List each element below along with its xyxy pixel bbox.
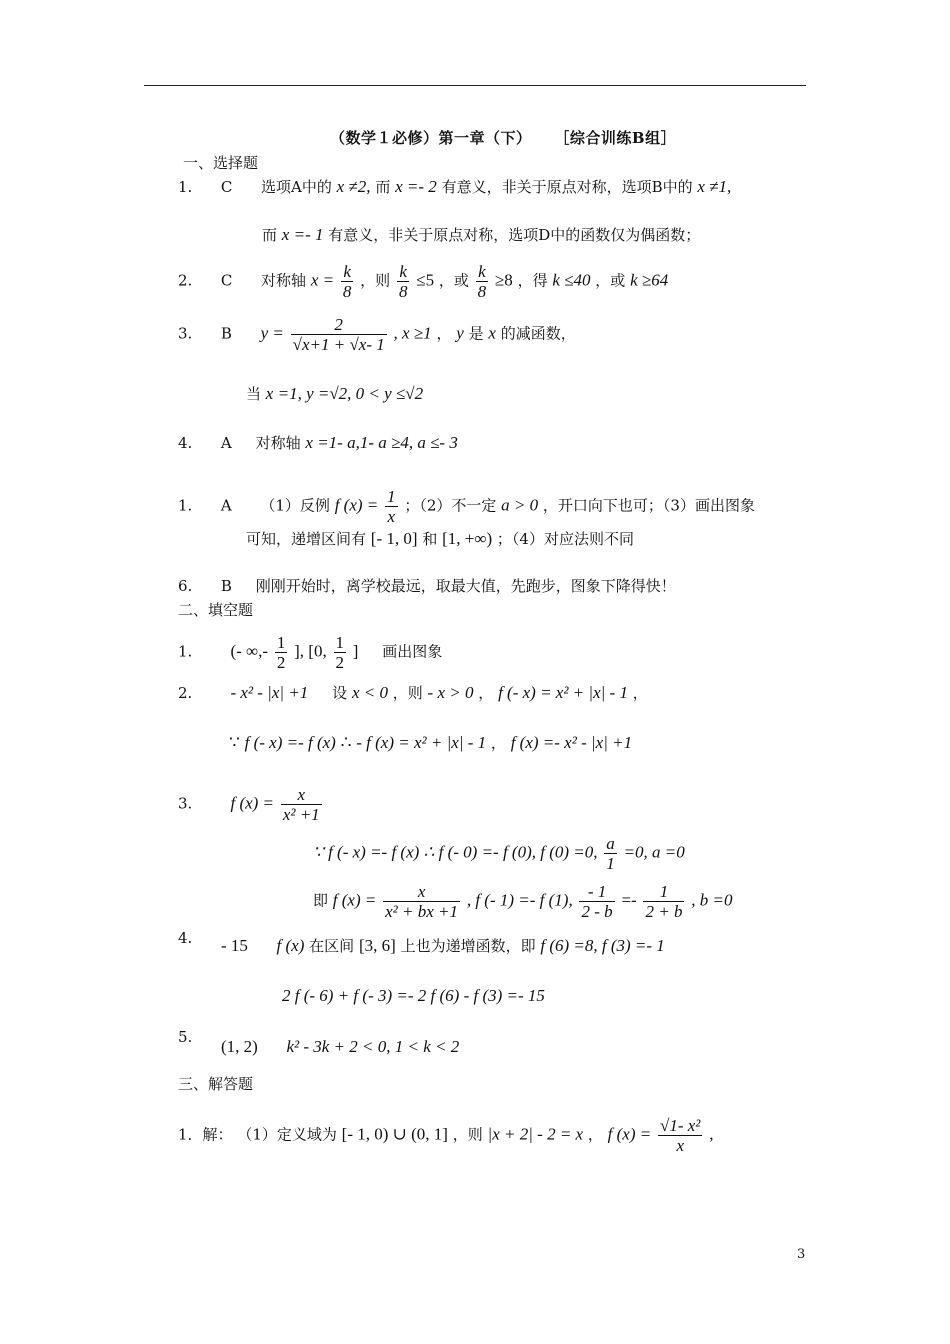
- fraction-k-8: $\frac{k}{8}$: [342, 262, 352, 301]
- section-solve: 三、解答题: [178, 1075, 254, 1093]
- fill-q5-body: (1, 2) k² - 3k + 2 < 0, 1 < k < 2: [221, 1037, 460, 1056]
- header-rule: [144, 85, 806, 86]
- fill-q4-body: - 15 f (x) 在区间 [3, 6] 上也为递增函数，即 f (6) =8, f (3) =- 1: [221, 936, 665, 955]
- chapter-title: （数学１必修）第一章（下）: [330, 129, 532, 147]
- choice-q5: 1. A （1）反例 f (x) = $\frac{1}{x}$ ；（2）不一定 a > 0 ，开口向下也可；（3）画出图象: [178, 487, 755, 526]
- section-fill: 二、填空题: [178, 601, 254, 619]
- group-title: ［综合训练B组］: [554, 129, 677, 147]
- solve-q1: 1．解： （1）定义域为 [- 1, 0) ∪ (0, 1] ，则 |x + 2| - 2 = x ， f (x) = $\frac{\text{√1- x²}}{x}$ ,: [178, 1116, 714, 1155]
- page-number: 3: [797, 1247, 806, 1262]
- fill-q3: 3. f (x) = $\frac{x}{\text{x² +1}}$: [178, 785, 320, 824]
- fill-q4: 4.: [178, 929, 193, 947]
- fraction-2-sqrt: $\frac{2}{√x+1 + √x- 1}$: [292, 315, 385, 354]
- page-title: [330, 128, 676, 148]
- fill-q3-line2: ∵ f (- x) =- f (x) ∴ f (- 0) =- f (0), f (0) =0, $\frac{a}{1}$ =0, a =0: [313, 834, 685, 873]
- choice-q2: 2. C 对称轴 x = $\frac{k}{8}$ ，则 $\frac{k}{8}$ ≤5 ，或 $\frac{k}{8}$ ≥8 ，得 k ≤40 ，或 k ≥64: [178, 262, 669, 301]
- fraction-1-x: $\frac{1}{x}$: [387, 487, 396, 526]
- fill-q2-line2: ∵ f (- x) =- f (x) ∴ - f (x) = x² + |x| - 1 ， f (x) =- x² - |x| +1: [229, 733, 633, 752]
- fill-q4-line2: 2 f (- 6) + f (- 3) =- 2 f (6) - f (3) =- 15: [282, 986, 545, 1005]
- choice-q1: 1. C 选项A中的 x ≠2, 而 x =- 2 有意义，非关于原点对称，选项B中的 x ≠1,: [178, 177, 732, 196]
- fill-q2: 2. - x² - |x| +1 设 x < 0 ，则 - x > 0 ， f (- x) = x² + |x| - 1 ，: [178, 683, 648, 702]
- choice-q1-line2: 而 x =- 1 有意义，非关于原点对称，选项D中的函数仅为偶函数；: [262, 225, 701, 244]
- fill-q5: 5.: [178, 1028, 193, 1046]
- choice-q5-line2: 可知，递增区间有 [- 1, 0] 和 [1, +∞) ；（4）对应法则不同: [246, 529, 634, 548]
- choice-q3-line2: 当 x =1, y =√2, 0 < y ≤√2: [246, 384, 424, 403]
- choice-q6: 6. B 刚刚开始时，离学校最远，取最大值，先跑步，图象下降得快！: [178, 577, 676, 595]
- fill-q1: 1. (- ∞,- $\frac{1}{2}$ ], [0, $\frac{1}{2}$ ] 画出图象: [178, 633, 443, 672]
- choice-q3: 3. B y = $\frac{2}{√x+1 + √x- 1}$ , x ≥1 ， y 是 x 的减函数，: [178, 315, 576, 354]
- fill-q3-line3: 即 f (x) = $\frac{x}{\text{x² + bx +1}}$ , f (- 1) =- f (1), $\frac{- 1}{2 - b}$ =- $\frac{1}{2 + b}$ , b =0: [313, 882, 733, 921]
- choice-q4: 4. A 对称轴 x =1- a,1- a ≥4, a ≤- 3: [178, 433, 458, 452]
- section-choice: 一、选择题: [183, 154, 259, 172]
